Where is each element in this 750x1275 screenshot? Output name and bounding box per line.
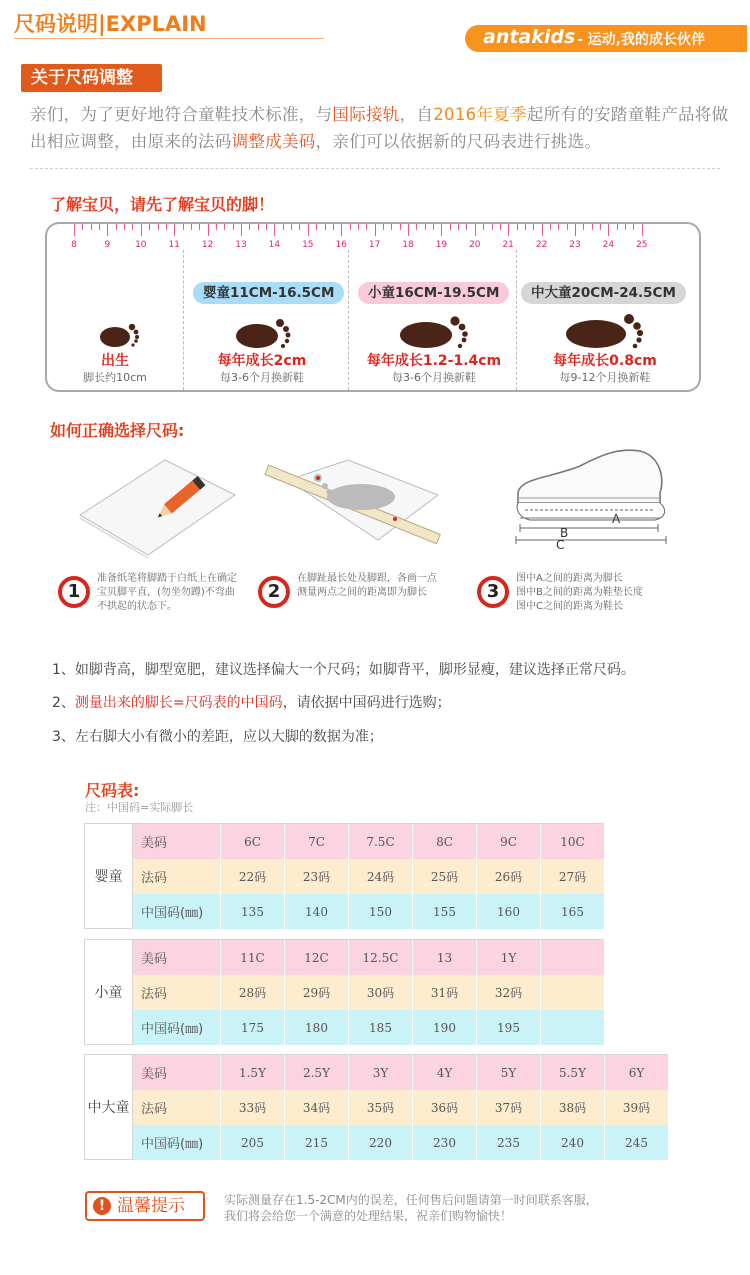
ruler-tick	[141, 224, 142, 236]
size-cell: 235	[477, 1125, 541, 1160]
ruler-tick-label: 20	[469, 240, 481, 250]
size-group	[84, 1054, 668, 1160]
size-group	[84, 939, 604, 1045]
size-row-us	[133, 940, 605, 975]
size-cell: 28码	[221, 975, 285, 1010]
ruler-minor-tick	[492, 224, 493, 230]
page-title: 尺码说明|EXPLAIN	[14, 12, 207, 36]
size-table-title: 尺码表:	[85, 781, 140, 800]
note-1: 1、如脚背高，脚型宽肥，建议选择偏大一个尺码；如脚背平，脚形显瘦，建议选择正常尺码。	[52, 662, 635, 678]
ruler-minor-tick	[483, 224, 484, 230]
ruler-minor-tick	[283, 224, 284, 230]
ruler-minor-tick	[216, 224, 217, 230]
size-cell: 6Y	[605, 1055, 669, 1090]
size-cell: 23码	[285, 859, 349, 894]
size-cell: 9C	[477, 824, 541, 859]
how-to-title: 如何正确选择尺码:	[50, 421, 185, 440]
ruler-minor-tick	[633, 224, 634, 230]
ruler-tick-label: 15	[302, 240, 314, 250]
section-divider	[30, 168, 720, 169]
shoe-label-a: A	[612, 512, 621, 526]
ruler-tick	[408, 224, 409, 236]
ruler-minor-tick	[533, 224, 534, 230]
ruler-tick	[475, 224, 476, 236]
size-group-name: 小童	[85, 940, 133, 1044]
size-cell: 5.5Y	[541, 1055, 605, 1090]
size-row-us	[133, 824, 605, 859]
size-cell: 230	[413, 1125, 477, 1160]
ruler-minor-tick	[258, 224, 259, 230]
size-cell: 33码	[221, 1090, 285, 1125]
size-cell: 3Y	[349, 1055, 413, 1090]
ruler-tick-label: 10	[135, 240, 147, 250]
ruler-tick-label: 13	[235, 240, 247, 250]
step-number-1: 1	[58, 576, 90, 608]
stage-growth-text: 每年成长0.8cm	[553, 353, 657, 369]
ruler-minor-tick	[525, 224, 526, 230]
ruler-minor-tick	[224, 224, 225, 230]
small-range-pill: 小童16CM-19.5CM	[358, 282, 509, 304]
size-group-name: 婴童	[85, 824, 133, 928]
ruler-minor-tick	[149, 224, 150, 230]
size-group-name: 中大童	[85, 1055, 133, 1159]
ruler-minor-tick	[567, 224, 568, 230]
ruler-tick-label: 21	[502, 240, 514, 250]
stage-divider	[183, 250, 184, 390]
size-row-cn	[133, 1010, 605, 1045]
size-cell: 140	[285, 894, 349, 929]
ruler-minor-tick	[91, 224, 92, 230]
size-group	[84, 823, 604, 929]
size-table-subtitle: 注：中国码=实际脚长	[85, 801, 194, 814]
ruler-tick	[174, 224, 175, 236]
ruler-minor-tick	[333, 224, 334, 230]
size-cell: 38码	[541, 1090, 605, 1125]
ruler-tick-label: 17	[368, 240, 381, 250]
ruler-minor-tick	[400, 224, 401, 230]
ruler-tick	[241, 224, 242, 236]
foot-measure-illustration	[258, 455, 448, 560]
note-2: 2、测量出来的脚长=尺码表的中国码，请依据中国码进行选购；	[52, 695, 451, 711]
size-cell: 32码	[477, 975, 541, 1010]
size-row-label: 美码	[133, 824, 221, 859]
ruler-tick	[508, 224, 509, 236]
ruler-tick	[441, 224, 442, 236]
size-cell: 22码	[221, 859, 285, 894]
ruler-minor-tick	[391, 224, 392, 230]
ruler-tick-label: 14	[268, 240, 281, 250]
ruler-tick	[642, 224, 643, 236]
size-cell: 205	[221, 1125, 285, 1160]
size-row-us	[133, 1055, 669, 1090]
size-cell: 12C	[285, 940, 349, 975]
size-cell: 245	[605, 1125, 669, 1160]
ruler-tick-label: 18	[402, 240, 414, 250]
ruler-tick-label: 12	[201, 240, 214, 250]
size-cell: 2.5Y	[285, 1055, 349, 1090]
size-adjust-badge: 关于尺码调整	[21, 64, 162, 92]
stage-note: 每3-6个月换新鞋	[392, 371, 476, 384]
size-cell: 7.5C	[349, 824, 413, 859]
ruler-minor-tick	[383, 224, 384, 230]
ruler-tick-label: 22	[535, 240, 548, 250]
exclamation-icon: !	[93, 1197, 111, 1215]
size-cell: 34码	[285, 1090, 349, 1125]
step-text-2: 在脚趾最长处及脚跟，各画一点 测量两点之间的距离即为脚长	[297, 573, 437, 598]
ruler-tick-label: 19	[435, 240, 448, 250]
stage-note: 脚长约10cm	[83, 371, 147, 384]
ruler-tick	[542, 224, 543, 236]
size-cell: 185	[349, 1010, 413, 1045]
stage-divider	[516, 250, 517, 390]
size-row-eu	[133, 859, 605, 894]
size-row-label: 法码	[133, 975, 221, 1010]
ruler-minor-tick	[466, 224, 467, 230]
size-cell: 26码	[477, 859, 541, 894]
ruler-minor-tick	[291, 224, 292, 230]
ruler-minor-tick	[558, 224, 559, 230]
stage-growth-text: 每年成长1.2-1.4cm	[366, 353, 502, 369]
ruler-minor-tick	[183, 224, 184, 230]
paper-pencil-illustration	[70, 455, 240, 560]
shoe-diagram	[510, 448, 670, 558]
size-row-cn	[133, 894, 605, 929]
ruler-minor-tick	[316, 224, 317, 230]
step-number-3: 3	[477, 576, 509, 608]
size-cell	[541, 940, 605, 975]
ruler-minor-tick	[617, 224, 618, 230]
ruler-minor-tick	[450, 224, 451, 230]
ruler-minor-tick	[166, 224, 167, 230]
ruler-minor-tick	[366, 224, 367, 230]
size-cell: 175	[221, 1010, 285, 1045]
size-cell: 35码	[349, 1090, 413, 1125]
size-cell: 29码	[285, 975, 349, 1010]
stage-note: 每3-6个月换新鞋	[220, 371, 304, 384]
foot-ruler	[45, 222, 701, 392]
ruler-minor-tick	[158, 224, 159, 230]
size-cell: 1.5Y	[221, 1055, 285, 1090]
size-cell: 150	[349, 894, 413, 929]
size-cell: 27码	[541, 859, 605, 894]
size-cell: 220	[349, 1125, 413, 1160]
ruler-tick	[608, 224, 609, 236]
size-cell: 8C	[413, 824, 477, 859]
size-cell: 13	[413, 940, 477, 975]
ruler-minor-tick	[550, 224, 551, 230]
size-cell: 30码	[349, 975, 413, 1010]
size-row-label: 美码	[133, 940, 221, 975]
size-cell: 4Y	[413, 1055, 477, 1090]
ruler-minor-tick	[124, 224, 125, 230]
ruler-minor-tick	[266, 224, 267, 230]
size-row-label: 中国码(㎜)	[133, 894, 221, 929]
size-cell: 1Y	[477, 940, 541, 975]
ruler-minor-tick	[433, 224, 434, 230]
ruler-minor-tick	[583, 224, 584, 230]
ruler-minor-tick	[249, 224, 250, 230]
ruler-tick	[308, 224, 309, 236]
size-cell	[541, 1010, 605, 1045]
ruler-minor-tick	[99, 224, 100, 230]
brand-slogan: - 运动,我的成长伙伴	[577, 32, 706, 48]
size-cell: 12.5C	[349, 940, 413, 975]
ruler-tick	[375, 224, 376, 236]
big-range-pill: 中大童20CM-24.5CM	[521, 282, 686, 304]
size-cell: 240	[541, 1125, 605, 1160]
title-underline	[14, 38, 324, 39]
foot-growth-title: 了解宝贝，请先了解宝贝的脚！	[50, 195, 275, 214]
ruler-minor-tick	[500, 224, 501, 230]
ruler-tick-label: 11	[168, 240, 180, 250]
ruler-minor-tick	[132, 224, 133, 230]
ruler-tick	[274, 224, 275, 236]
ruler-tick-label: 25	[636, 240, 648, 250]
size-cell: 39码	[605, 1090, 669, 1125]
ruler-minor-tick	[233, 224, 234, 230]
stage-divider	[348, 250, 349, 390]
size-cell: 215	[285, 1125, 349, 1160]
footprint-icon	[235, 316, 295, 350]
ruler-tick	[341, 224, 342, 236]
size-cell: 180	[285, 1010, 349, 1045]
size-row-label: 法码	[133, 1090, 221, 1125]
size-cell: 195	[477, 1010, 541, 1045]
size-cell	[541, 975, 605, 1010]
brand-logo: antakids	[483, 26, 576, 48]
shoe-label-c: C	[556, 538, 565, 552]
size-cell: 135	[221, 894, 285, 929]
tips-badge: ! 温馨提示	[85, 1191, 205, 1221]
size-cell: 10C	[541, 824, 605, 859]
size-row-eu	[133, 1090, 669, 1125]
brand-banner	[465, 25, 747, 52]
ruler-minor-tick	[425, 224, 426, 230]
stage-note: 每9-12个月换新鞋	[559, 371, 651, 384]
ruler-tick	[74, 224, 75, 236]
size-cell: 24码	[349, 859, 413, 894]
size-cell: 7C	[285, 824, 349, 859]
size-cell: 6C	[221, 824, 285, 859]
ruler-minor-tick	[592, 224, 593, 230]
ruler-tick	[107, 224, 108, 236]
size-row-label: 中国码(㎜)	[133, 1125, 221, 1160]
tips-text: 实际测量存在1.5-2CM内的误差，任何售后问题请第一时间联系客服， 我们将会给您一个满意的处理结果，祝亲们购物愉快！	[224, 1193, 598, 1223]
size-adjust-text: 亲们，为了更好地符合童鞋技术标准，与国际接轨，自2016年夏季起所有的安踏童鞋产品将做出相应调整，由原来的法码调整成美码，亲们可以依据新的尺码表进行挑选。	[30, 105, 729, 151]
ruler-minor-tick	[517, 224, 518, 230]
size-cell: 37码	[477, 1090, 541, 1125]
size-row-label: 中国码(㎜)	[133, 1010, 221, 1045]
stage-growth-text: 每年成长2cm	[217, 353, 307, 369]
footprint-icon	[565, 312, 649, 350]
size-cell: 160	[477, 894, 541, 929]
size-row-label: 法码	[133, 859, 221, 894]
ruler-minor-tick	[358, 224, 359, 230]
ruler-minor-tick	[199, 224, 200, 230]
footprint-icon	[399, 314, 473, 350]
ruler-minor-tick	[299, 224, 300, 230]
page-header	[0, 0, 750, 48]
ruler-minor-tick	[82, 224, 83, 230]
ruler-minor-tick	[600, 224, 601, 230]
size-cell: 25码	[413, 859, 477, 894]
size-cell: 11C	[221, 940, 285, 975]
size-cell: 36码	[413, 1090, 477, 1125]
shoe-label-b: B	[560, 526, 569, 540]
size-cell: 31码	[413, 975, 477, 1010]
infant-range-pill: 婴童11CM-16.5CM	[193, 282, 344, 304]
footprint-icon	[99, 320, 143, 348]
ruler-minor-tick	[350, 224, 351, 230]
ruler-minor-tick	[416, 224, 417, 230]
stage-growth-text: 出生	[101, 353, 129, 369]
step-text-3: 图中A之间的距离为脚长 图中B之间的距离为鞋垫长度 图中C之间的距离为鞋长	[516, 573, 643, 612]
size-row-label: 美码	[133, 1055, 221, 1090]
ruler-tick-label: 16	[335, 240, 347, 250]
ruler-tick	[208, 224, 209, 236]
ruler-tick-label: 9	[104, 240, 111, 250]
size-cell: 5Y	[477, 1055, 541, 1090]
step-number-2: 2	[258, 576, 290, 608]
size-cell: 165	[541, 894, 605, 929]
ruler-tick-label: 24	[602, 240, 615, 250]
size-row-eu	[133, 975, 605, 1010]
size-row-cn	[133, 1125, 669, 1160]
ruler-tick-label: 8	[71, 240, 77, 250]
note-3: 3、左右脚大小有微小的差距，应以大脚的数据为准；	[52, 729, 383, 745]
ruler-minor-tick	[325, 224, 326, 230]
ruler-tick	[575, 224, 576, 236]
ruler-minor-tick	[116, 224, 117, 230]
ruler-tick-label: 23	[569, 240, 581, 250]
ruler-minor-tick	[191, 224, 192, 230]
step-text-1: 准备纸笔将脚踏于白纸上在确定 宝贝脚平直，(勿坐勿蹲)不弯曲 不拱起的状态下。	[97, 573, 237, 612]
size-cell: 155	[413, 894, 477, 929]
ruler-minor-tick	[625, 224, 626, 230]
size-cell: 190	[413, 1010, 477, 1045]
ruler-minor-tick	[458, 224, 459, 230]
